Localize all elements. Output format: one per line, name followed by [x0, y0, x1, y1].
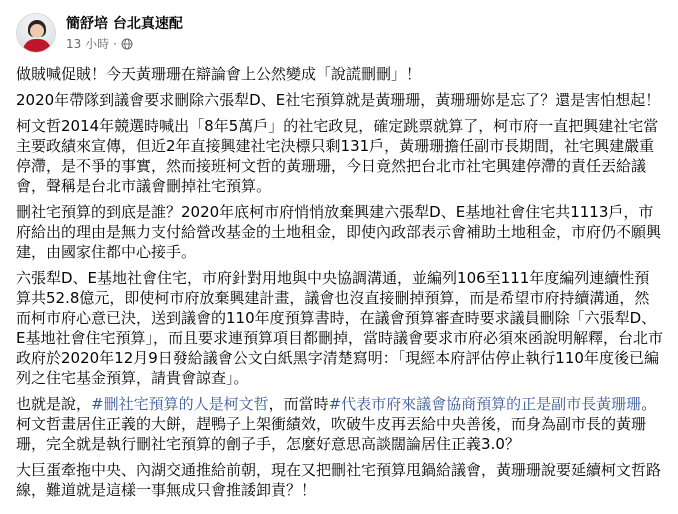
paragraph-2: 2020年帶隊到議會要求刪除六張犁D、E社宅預算就是黃珊珊，黃珊珊妳是忘了？還是害怕想起！ — [16, 91, 661, 109]
author-name[interactable]: 簡舒培 台北真速配 — [66, 15, 183, 32]
paragraph-7: 大巨蛋牽拖中央、內湖交通推給前朝，現在又把刪社宅預算甩鍋給議會，黃珊珊說要延續柯文哲路線，難道就是這樣一事無成只會推諉卸責？！ — [16, 461, 662, 499]
paragraph-4: 刪社宅預算的到底是誰？2020年底柯市府悄悄放棄興建六張犁D、E基地社會住宅共1113戶，市府給出的理由是無力支付給營改基金的土地租金，即使內政部表示會補助土地租金，市府仍不願興建，由國家住都中心接手。 — [16, 203, 662, 261]
post-subline — [66, 36, 183, 52]
separator-dot: · — [113, 36, 117, 51]
globe-icon[interactable] — [121, 38, 133, 50]
paragraph-6-text-mid: ，而當時 — [268, 395, 329, 413]
paragraph-5: 六張犁D、E基地社會住宅，市府針對用地與中央協調溝通，並編列106至111年度編列連續性預算共52.8億元，即使柯市府放棄興建計畫，議會也沒直接刪掉預算，而是希望市府持續溝通，然而柯市府心意已決，送到議會的110年度預算書時，在議會預算審查時要求議員刪除「六張犁D、E基地社會住宅預算」，而且要求連預算項目都刪掉，當時議會要求市府必須來函說明解釋，台北市政府於2020年12月9日發給議會公文白紙黑字清楚寫明：「現經本府評估停止執行110年度後已編列之住宅基金預算，請貴會諒查」。 — [16, 269, 663, 387]
paragraph-6 — [16, 394, 664, 454]
post-timestamp[interactable]: 13 小時 — [66, 36, 110, 51]
post-header — [16, 11, 183, 55]
post-body — [16, 64, 664, 500]
paragraph-6-text-start: 也就是說， — [16, 395, 92, 413]
paragraph-3: 柯文哲2014年競選時喊出「8年5萬戶」的社宅政見，確定跳票就算了，柯市府一直把興建社宅當主要政績來宣傳，但近2年直接興建社宅決標只剩131戶，黃珊珊擔任副市長期間，社宅興建嚴重停滯，是不爭的事實，然而接班柯文哲的黃珊珊，今日竟然把台北市社宅興建停滯的責任丟給議會，聲稱是台北市議會刪掉社宅預算。 — [16, 117, 659, 195]
avatar[interactable] — [16, 13, 56, 53]
hashtag-link[interactable]: #代表市府來議會協商預算的正是副市長黃珊珊 — [328, 395, 642, 413]
hashtag-link[interactable]: #刪社宅預算的人是柯文哲 — [91, 395, 269, 413]
paragraph-1: 做賊喊促賊！今天黃珊珊在辯論會上公然變成「說謊刪刪」！ — [16, 65, 422, 83]
paragraph-6-text-end: 。柯文哲畫居住正義的大餅，趕鴨子上架衝績效，吹破牛皮再丟給中央善後，而身為副市長的黃珊珊，完全就是執行刪社宅預算的劊子手，怎麼好意思高談闊論居住正義3.0？ — [16, 395, 657, 453]
post-meta — [66, 15, 183, 52]
